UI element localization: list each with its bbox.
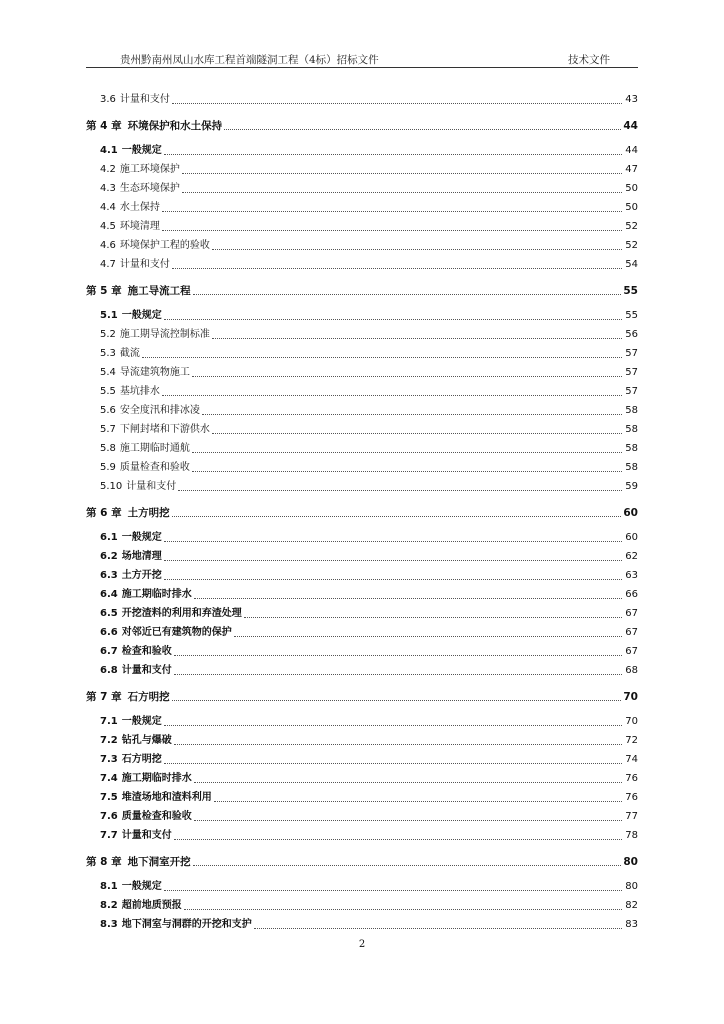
toc-section-entry[interactable] — [86, 893, 638, 912]
toc-dot-leader — [194, 598, 622, 599]
toc-dot-leader — [162, 395, 622, 396]
toc-dot-leader — [164, 890, 622, 891]
toc-entry-page: 76 — [625, 773, 638, 784]
toc-dot-leader — [162, 230, 622, 231]
toc-dot-leader — [164, 579, 622, 580]
toc-entry-number: 6.5 — [100, 608, 118, 619]
toc-entry-title: 开挖渣料的利用和弃渣处理 — [121, 608, 242, 619]
toc-dot-leader — [142, 357, 622, 358]
toc-section-entry[interactable] — [86, 728, 638, 747]
toc-entry-number: 5.5 — [100, 386, 116, 397]
toc-section-entry[interactable] — [86, 455, 638, 474]
toc-entry-page: 72 — [625, 735, 638, 746]
toc-entry-page: 82 — [625, 900, 638, 911]
toc-section-entry[interactable] — [86, 398, 638, 417]
toc-section-entry[interactable] — [86, 785, 638, 804]
toc-entry-page: 58 — [625, 462, 638, 473]
toc-entry-number: 5.4 — [100, 367, 116, 378]
toc-section-entry[interactable] — [86, 322, 638, 341]
toc-entry-number: 7.5 — [100, 792, 118, 803]
toc-entry-page: 66 — [625, 589, 638, 600]
toc-entry-number: 4.1 — [100, 145, 118, 156]
toc-section-entry[interactable] — [86, 87, 638, 106]
toc-entry-number: 6.4 — [100, 589, 118, 600]
toc-entry-page: 57 — [625, 367, 638, 378]
toc-entry-page: 57 — [625, 348, 638, 359]
toc-entry-title: 质量检查和验收 — [121, 811, 192, 822]
toc-dot-leader — [174, 839, 622, 840]
toc-dot-leader — [164, 560, 622, 561]
toc-dot-leader — [212, 433, 622, 434]
toc-dot-leader — [164, 763, 622, 764]
toc-entry-title: 环境保护和水土保持 — [127, 120, 223, 132]
toc-entry-title: 计量和支付 — [121, 665, 172, 676]
toc-chapter-entry[interactable] — [86, 683, 638, 703]
toc-section-entry[interactable] — [86, 417, 638, 436]
toc-entry-title: 环境保护工程的验收 — [119, 240, 210, 251]
toc-entry-page: 52 — [625, 240, 638, 251]
toc-section-entry[interactable] — [86, 176, 638, 195]
toc-entry-title: 石方明挖 — [121, 754, 162, 765]
toc-entry-number: 5.10 — [100, 481, 123, 492]
toc-entry-number: 4.2 — [100, 164, 116, 175]
toc-dot-leader — [193, 865, 622, 866]
toc-entry-number: 5.2 — [100, 329, 116, 340]
toc-entry-number: 第 5 章 — [86, 285, 122, 297]
toc-entry-page: 74 — [625, 754, 638, 765]
header-section-label: 技术文件 — [568, 54, 610, 66]
toc-entry-title: 一般规定 — [121, 532, 162, 543]
toc-entry-title: 钻孔与爆破 — [121, 735, 172, 746]
toc-section-entry[interactable] — [86, 195, 638, 214]
toc-entry-page: 80 — [625, 881, 638, 892]
toc-dot-leader — [164, 725, 622, 726]
toc-entry-title: 施工期临时通航 — [119, 443, 190, 454]
toc-entry-title: 安全度汛和排冰凌 — [119, 405, 200, 416]
toc-entry-number: 5.9 — [100, 462, 116, 473]
toc-section-entry[interactable] — [86, 620, 638, 639]
toc-entry-title: 土方开挖 — [121, 570, 162, 581]
toc-entry-title: 检查和验收 — [121, 646, 172, 657]
toc-section-entry[interactable] — [86, 823, 638, 842]
toc-entry-title: 施工期临时排水 — [121, 589, 192, 600]
toc-dot-leader — [174, 744, 622, 745]
toc-entry-page: 52 — [625, 221, 638, 232]
toc-entry-number: 4.3 — [100, 183, 116, 194]
toc-dot-leader — [194, 782, 622, 783]
toc-section-entry[interactable] — [86, 804, 638, 823]
toc-section-entry[interactable] — [86, 138, 638, 157]
toc-entry-page: 57 — [625, 386, 638, 397]
toc-entry-title: 计量和支付 — [126, 481, 177, 492]
toc-entry-number: 8.3 — [100, 919, 118, 930]
toc-entry-page: 68 — [625, 665, 638, 676]
toc-entry-page: 54 — [625, 259, 638, 270]
toc-section-entry[interactable] — [86, 766, 638, 785]
toc-dot-leader — [212, 249, 622, 250]
toc-entry-title: 超前地质预报 — [121, 900, 182, 911]
toc-section-entry[interactable] — [86, 544, 638, 563]
toc-entry-title: 对邻近已有建筑物的保护 — [121, 627, 232, 638]
toc-entry-number: 5.8 — [100, 443, 116, 454]
toc-section-entry[interactable] — [86, 157, 638, 176]
toc-entry-page: 63 — [625, 570, 638, 581]
toc-section-entry[interactable] — [86, 874, 638, 893]
toc-section-entry[interactable] — [86, 582, 638, 601]
toc-entry-title: 计量和支付 — [119, 259, 170, 270]
toc-entry-page: 44 — [623, 120, 638, 132]
header-rule — [86, 67, 638, 68]
toc-entry-number: 4.6 — [100, 240, 116, 251]
toc-entry-title: 一般规定 — [121, 145, 162, 156]
toc-dot-leader — [192, 471, 622, 472]
toc-entry-page: 76 — [625, 792, 638, 803]
toc-dot-leader — [192, 376, 622, 377]
toc-section-entry[interactable] — [86, 474, 638, 493]
toc-entry-number: 6.2 — [100, 551, 118, 562]
toc-entry-title: 环境清理 — [119, 221, 160, 232]
toc-dot-leader — [202, 414, 622, 415]
toc-section-entry[interactable] — [86, 214, 638, 233]
toc-entry-page: 58 — [625, 424, 638, 435]
toc-section-entry[interactable] — [86, 341, 638, 360]
toc-dot-leader — [178, 490, 622, 491]
toc-entry-page: 60 — [623, 507, 638, 519]
toc-entry-number: 8.2 — [100, 900, 118, 911]
toc-entry-number: 3.6 — [100, 94, 116, 105]
toc-dot-leader — [172, 700, 622, 701]
toc-dot-leader — [214, 801, 622, 802]
toc-entry-number: 5.7 — [100, 424, 116, 435]
toc-dot-leader — [194, 820, 622, 821]
toc-entry-title: 计量和支付 — [119, 94, 170, 105]
toc-entry-title: 土方明挖 — [127, 507, 170, 519]
toc-entry-page: 83 — [625, 919, 638, 930]
toc-entry-title: 堆渣场地和渣料利用 — [121, 792, 212, 803]
toc-entry-number: 6.3 — [100, 570, 118, 581]
header-document-title: 贵州黔南州凤山水库工程首端隧洞工程（4标）招标文件 — [120, 54, 379, 66]
toc-entry-number: 4.7 — [100, 259, 116, 270]
toc-entry-title: 石方明挖 — [127, 691, 170, 703]
toc-entry-title: 施工导流工程 — [127, 285, 191, 297]
toc-entry-title: 生态环境保护 — [119, 183, 180, 194]
toc-dot-leader — [164, 319, 622, 320]
toc-chapter-entry[interactable] — [86, 848, 638, 868]
toc-entry-number: 7.1 — [100, 716, 118, 727]
toc-entry-title: 施工期临时排水 — [121, 773, 192, 784]
toc-dot-leader — [174, 655, 622, 656]
toc-entry-title: 地下洞室开挖 — [127, 856, 191, 868]
toc-entry-page: 55 — [623, 285, 638, 297]
toc-dot-leader — [164, 154, 622, 155]
toc-entry-page: 67 — [625, 608, 638, 619]
toc-dot-leader — [182, 192, 622, 193]
page-number: 2 — [358, 939, 366, 950]
toc-entry-page: 50 — [625, 202, 638, 213]
toc-entry-title: 一般规定 — [121, 881, 162, 892]
toc-section-entry[interactable] — [86, 601, 638, 620]
toc-dot-leader — [254, 928, 622, 929]
toc-entry-page: 67 — [625, 646, 638, 657]
toc-dot-leader — [162, 211, 622, 212]
toc-chapter-entry[interactable] — [86, 112, 638, 132]
toc-section-entry[interactable] — [86, 747, 638, 766]
toc-entry-title: 水土保持 — [119, 202, 160, 213]
toc-entry-number: 7.3 — [100, 754, 118, 765]
toc-entry-page: 56 — [625, 329, 638, 340]
toc-entry-number: 第 7 章 — [86, 691, 122, 703]
toc-entry-title: 基坑排水 — [119, 386, 160, 397]
toc-entry-page: 78 — [625, 830, 638, 841]
toc-entry-number: 7.7 — [100, 830, 118, 841]
toc-entry-number: 4.4 — [100, 202, 116, 213]
toc-entry-page: 67 — [625, 627, 638, 638]
toc-entry-page: 44 — [625, 145, 638, 156]
toc-entry-title: 施工期导流控制标准 — [119, 329, 210, 340]
toc-entry-number: 4.5 — [100, 221, 116, 232]
toc-dot-leader — [182, 173, 622, 174]
toc-chapter-entry[interactable] — [86, 277, 638, 297]
toc-section-entry[interactable] — [86, 525, 638, 544]
toc-entry-number: 7.4 — [100, 773, 118, 784]
toc-entry-page: 59 — [625, 481, 638, 492]
toc-section-entry[interactable] — [86, 639, 638, 658]
toc-dot-leader — [172, 268, 622, 269]
toc-dot-leader — [172, 516, 622, 517]
toc-entry-title: 施工环境保护 — [119, 164, 180, 175]
toc-entry-page: 47 — [625, 164, 638, 175]
toc-entry-number: 第 4 章 — [86, 120, 122, 132]
toc-entry-title: 场地清理 — [121, 551, 162, 562]
toc-entry-title: 一般规定 — [121, 310, 162, 321]
toc-entry-number: 7.2 — [100, 735, 118, 746]
toc-entry-page: 43 — [625, 94, 638, 105]
toc-entry-number: 6.6 — [100, 627, 118, 638]
toc-entry-number: 5.1 — [100, 310, 118, 321]
toc-entry-page: 50 — [625, 183, 638, 194]
toc-section-entry[interactable] — [86, 912, 638, 931]
toc-section-entry[interactable] — [86, 360, 638, 379]
toc-entry-title: 下闸封堵和下游供水 — [119, 424, 210, 435]
toc-entry-number: 6.8 — [100, 665, 118, 676]
toc-entry-number: 6.1 — [100, 532, 118, 543]
toc-entry-page: 55 — [625, 310, 638, 321]
toc-section-entry[interactable] — [86, 436, 638, 455]
toc-entry-title: 计量和支付 — [121, 830, 172, 841]
toc-dot-leader — [172, 103, 622, 104]
toc-entry-page: 80 — [623, 856, 638, 868]
toc-section-entry[interactable] — [86, 252, 638, 271]
toc-entry-title: 质量检查和验收 — [119, 462, 190, 473]
toc-entry-page: 77 — [625, 811, 638, 822]
toc-dot-leader — [224, 129, 621, 130]
toc-chapter-entry[interactable] — [86, 499, 638, 519]
toc-dot-leader — [164, 541, 622, 542]
toc-dot-leader — [193, 294, 622, 295]
toc-section-entry[interactable] — [86, 379, 638, 398]
toc-entry-number: 5.6 — [100, 405, 116, 416]
toc-entry-page: 60 — [625, 532, 638, 543]
toc-entry-page: 70 — [623, 691, 638, 703]
toc-entry-page: 58 — [625, 405, 638, 416]
toc-entry-number: 第 8 章 — [86, 856, 122, 868]
toc-dot-leader — [192, 452, 622, 453]
toc-section-entry[interactable] — [86, 563, 638, 582]
toc-entry-page: 70 — [625, 716, 638, 727]
toc-entry-title: 一般规定 — [121, 716, 162, 727]
toc-entry-number: 5.3 — [100, 348, 116, 359]
toc-section-entry[interactable] — [86, 303, 638, 322]
toc-dot-leader — [234, 636, 622, 637]
toc-entry-number: 7.6 — [100, 811, 118, 822]
toc-entry-number: 6.7 — [100, 646, 118, 657]
toc-dot-leader — [174, 674, 622, 675]
toc-entry-title: 导流建筑物施工 — [119, 367, 190, 378]
toc-section-entry[interactable] — [86, 233, 638, 252]
toc-entry-page: 58 — [625, 443, 638, 454]
page-header — [86, 50, 638, 68]
toc-entry-number: 第 6 章 — [86, 507, 122, 519]
table-of-contents — [86, 87, 638, 931]
toc-section-entry[interactable] — [86, 658, 638, 677]
toc-dot-leader — [244, 617, 622, 618]
toc-entry-title: 截流 — [119, 348, 140, 359]
toc-entry-page: 62 — [625, 551, 638, 562]
toc-entry-title: 地下洞室与洞群的开挖和支护 — [121, 919, 252, 930]
toc-section-entry[interactable] — [86, 709, 638, 728]
toc-dot-leader — [184, 909, 622, 910]
toc-dot-leader — [212, 338, 622, 339]
toc-entry-number: 8.1 — [100, 881, 118, 892]
